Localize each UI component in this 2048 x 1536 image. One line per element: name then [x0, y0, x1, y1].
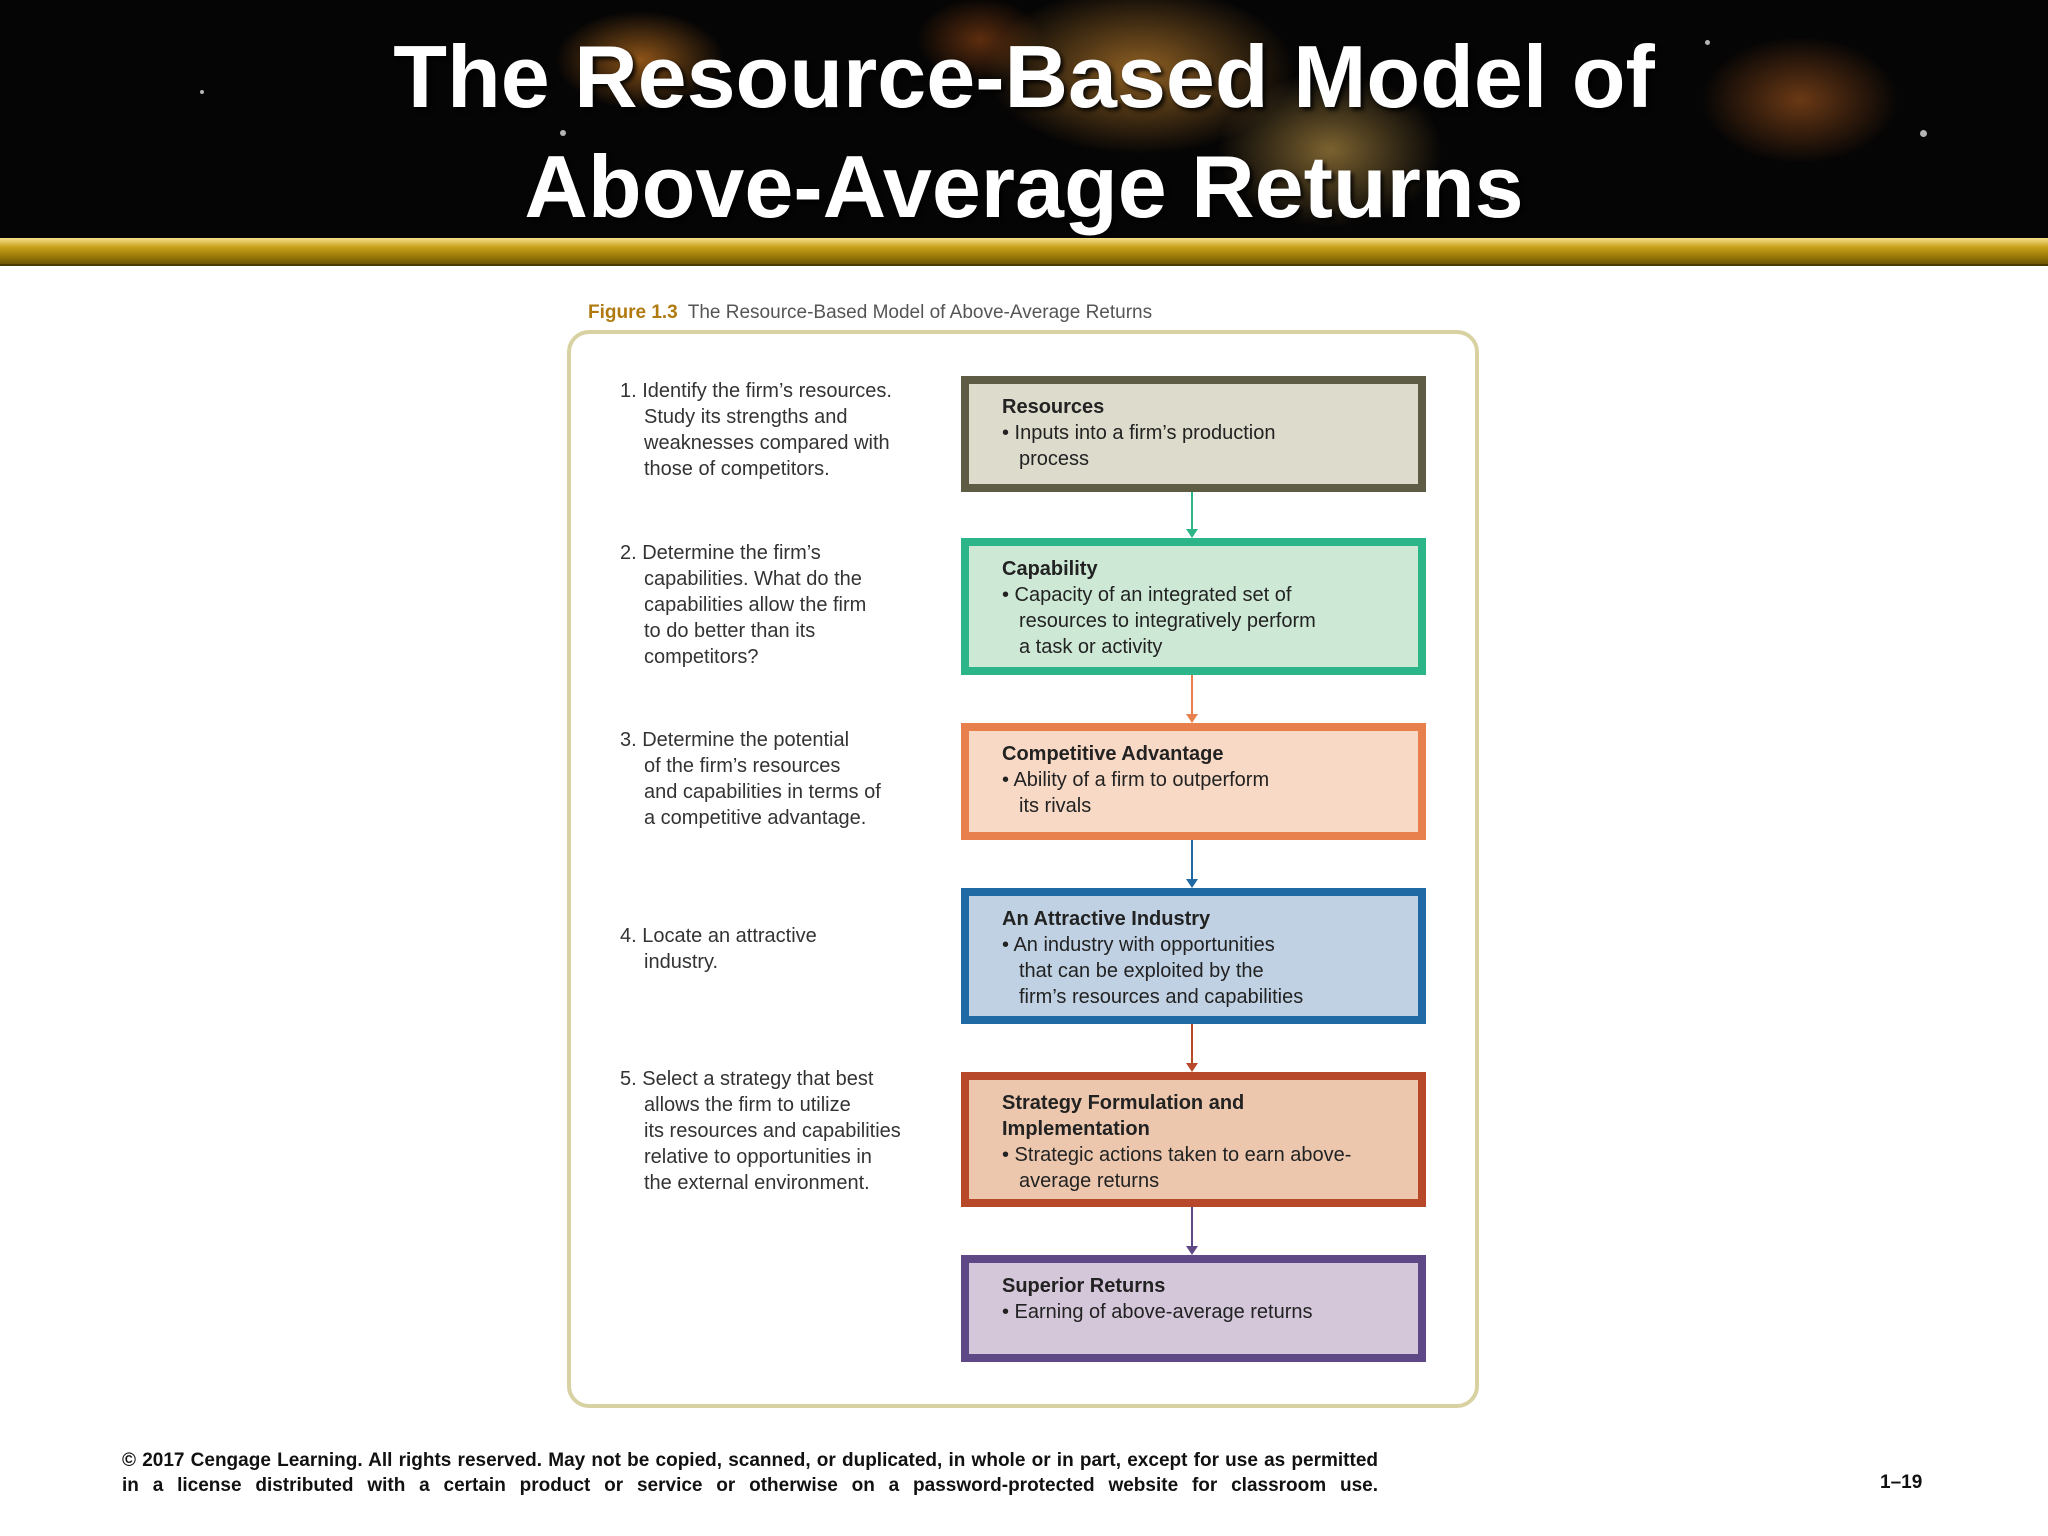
box-desc: • Earning of above-average returns: [1002, 1301, 1313, 1323]
step-2: 2. Determine the firm’s capabilities. What do the capabilities allow the firm to do better than its competitors?: [620, 542, 867, 668]
box-strategy-formulation: [961, 1072, 1426, 1207]
flow-arrow: [1191, 492, 1193, 536]
step-5: 5. Select a strategy that best allows the firm to utilize its resources and capabilities relative to opportunities in the external environment.: [620, 1068, 901, 1194]
box-superior-returns: [961, 1255, 1426, 1362]
figure-caption-text: The Resource-Based Model of Above-Average Returns: [687, 302, 1153, 323]
box-title: Strategy Formulation and Implementation: [1002, 1092, 1245, 1140]
figure-caption: [588, 302, 1152, 324]
box-desc: • An industry with opportunities that can be exploited by the firm’s resources and capabilities: [1002, 934, 1304, 1008]
header-divider: [0, 238, 2048, 266]
box-capability: [961, 538, 1426, 675]
flow-arrow: [1191, 1024, 1193, 1070]
box-resources: [961, 376, 1426, 492]
figure-label: Figure 1.3: [588, 302, 678, 323]
flow-arrow: [1191, 1207, 1193, 1253]
page-number: 1–19: [1880, 1472, 1923, 1493]
box-title: Resources: [1002, 396, 1105, 418]
slide-header: [0, 0, 2048, 238]
slide-title-line1: The Resource-Based Model of: [393, 27, 1655, 126]
box-competitive-advantage: [961, 723, 1426, 840]
box-title: An Attractive Industry: [1002, 908, 1211, 930]
box-attractive-industry: [961, 888, 1426, 1024]
step-3: 3. Determine the potential of the firm’s resources and capabilities in terms of a competitive advantage.: [620, 729, 881, 829]
step-4: 4. Locate an attractive industry.: [620, 925, 817, 973]
flow-arrow: [1191, 840, 1193, 886]
box-title: Competitive Advantage: [1002, 743, 1224, 765]
box-title: Superior Returns: [1002, 1275, 1166, 1297]
flow-arrow: [1191, 675, 1193, 721]
slide-title: [0, 22, 2048, 242]
step-1: 1. Identify the firm’s resources. Study its strengths and weaknesses compared with those of competitors.: [620, 380, 892, 480]
box-title: Capability: [1002, 558, 1098, 580]
box-desc: • Ability of a firm to outperform its rivals: [1002, 769, 1270, 817]
box-desc: • Inputs into a firm’s production process: [1002, 422, 1276, 470]
slide-title-line2: Above-Average Returns: [524, 137, 1524, 236]
box-desc: • Capacity of an integrated set of resources to integratively perform a task or activity: [1002, 584, 1316, 658]
box-desc: • Strategic actions taken to earn above- average returns: [1002, 1144, 1352, 1192]
copyright-notice: © 2017 Cengage Learning. All rights reserved. May not be copied, scanned, or duplicated, in whole or in part, except for use as permitted in a license distributed with a certain product or service or otherwise on a password-protected website for classroom use.: [122, 1450, 1378, 1496]
